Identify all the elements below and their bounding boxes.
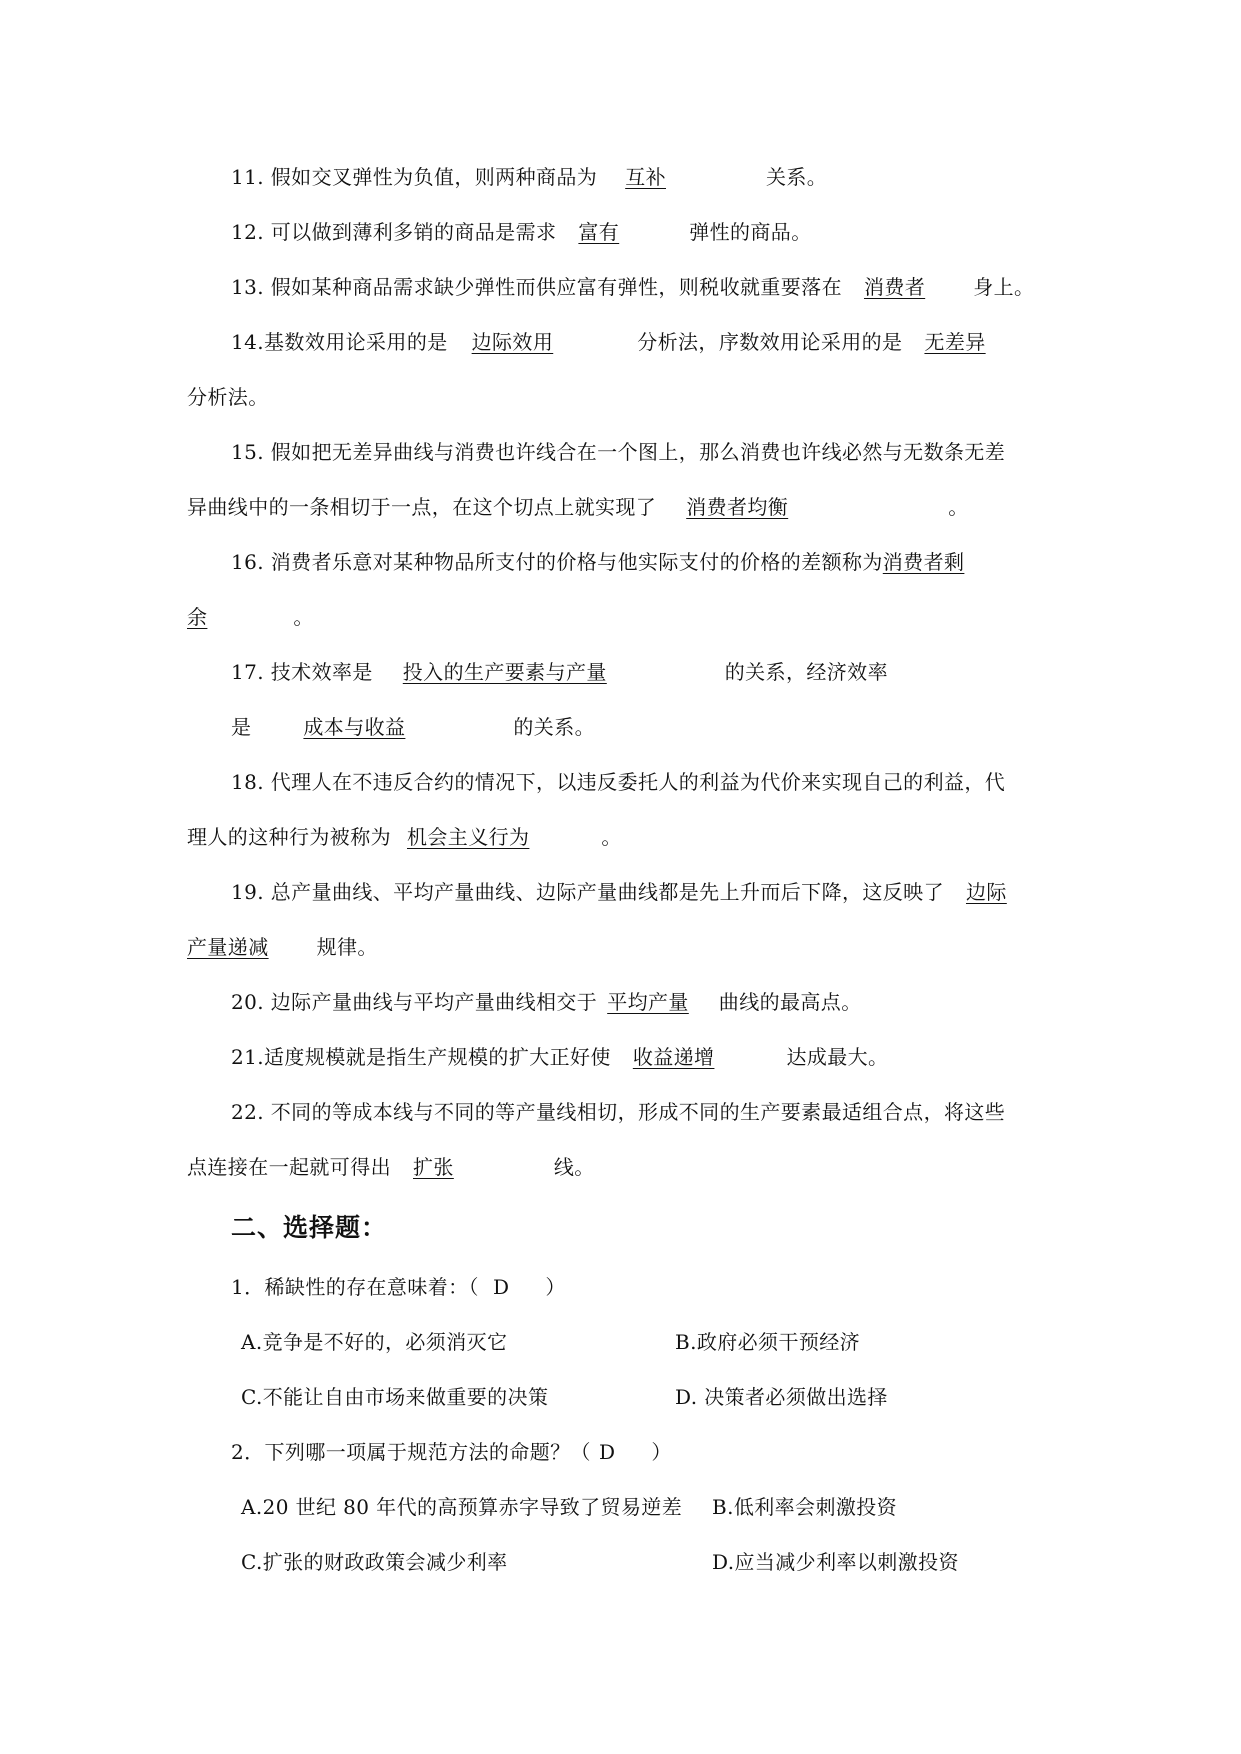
question-text: 技术效率是 [270, 660, 373, 684]
question-17 [231, 658, 888, 686]
answer-blank: 消费者均衡 [686, 495, 789, 519]
question-14-cont [187, 383, 269, 411]
question-text: 下列哪一项属于规范方法的命题？（ [264, 1440, 591, 1464]
question-text: 边际产量曲线与平均产量曲线相交于 [270, 990, 598, 1014]
question-20 [231, 988, 862, 1016]
question-text: 消费者乐意对某种物品所支付的价格与他实际支付的价格的差额称为 [270, 550, 883, 574]
option-d: D.应当减少利率以刺激投资 [712, 1550, 959, 1574]
answer-blank: 边际 [965, 880, 1007, 904]
question-19-cont [187, 933, 378, 961]
question-16-cont [187, 603, 314, 631]
question-text-middle: 分析法，序数效用论采用的是 [637, 330, 903, 354]
question-text-end: 线。 [553, 1155, 595, 1179]
answer-letter: D [492, 1275, 510, 1299]
answer-blank: 机会主义行为 [407, 825, 530, 849]
question-text-end: 达成最大。 [786, 1045, 889, 1069]
question-number: 14. [231, 330, 265, 354]
answer-blank: 收益递增 [632, 1045, 715, 1069]
question-18-cont [187, 823, 622, 851]
choice-question-1 [231, 1273, 566, 1301]
question-16 [231, 548, 964, 576]
question-19 [231, 878, 1007, 906]
question-text: 稀缺性的存在意味着：（ [264, 1275, 479, 1299]
question-text: 点连接在一起就可得出 [187, 1155, 391, 1179]
question-13 [231, 273, 1034, 301]
section-heading: 二、选择题： [231, 1213, 388, 1242]
question-text-end: 规律。 [316, 935, 378, 959]
answer-blank: 富有 [578, 220, 620, 244]
answer-blank-1: 投入的生产要素与产量 [402, 660, 607, 684]
question-text: 是 [231, 715, 252, 739]
question-text: 总产量曲线、平均产量曲线、边际产量曲线都是先上升而后下降，这反映了 [270, 880, 944, 904]
question-text-end: 。 [293, 605, 314, 629]
answer-blank: 消费者剩 [882, 550, 965, 574]
option-a: A.竞争是不好的，必须消灭它 [241, 1330, 508, 1354]
question-14 [231, 328, 986, 356]
question-text-end: 身上。 [973, 275, 1035, 299]
question-18 [231, 768, 1005, 796]
choice-question-2 [231, 1438, 672, 1466]
question-text: 假如某种商品需求缺少弹性而供应富有弹性，则税收就重要落在 [270, 275, 842, 299]
question-text: 异曲线中的一条相切于一点，在这个切点上就实现了 [187, 495, 657, 519]
question-number: 2． [231, 1440, 265, 1464]
question-text-end: 的关系。 [513, 715, 596, 739]
question-number: 12. [231, 220, 265, 244]
question-text-end: 分析法。 [187, 385, 269, 409]
answer-blank-2: 成本与收益 [303, 715, 406, 739]
question-text: 基数效用论采用的是 [264, 330, 448, 354]
question-text-end: ） [651, 1440, 672, 1464]
question-15-cont [187, 493, 969, 521]
question-text: 假如把无差异曲线与消费也许线合在一个图上，那么消费也许线必然与无数条无差 [270, 440, 1006, 464]
option-c: C.扩张的财政政策会减少利率 [241, 1550, 508, 1574]
answer-letter: D [598, 1440, 616, 1464]
question-22-cont [187, 1153, 595, 1181]
question-number: 15. [231, 440, 265, 464]
question-text: 理人的这种行为被称为 [187, 825, 391, 849]
answer-blank: 扩张 [413, 1155, 454, 1179]
question-22 [231, 1098, 1005, 1126]
question-number: 22. [231, 1100, 265, 1124]
option-b: B.低利率会刺激投资 [712, 1495, 898, 1519]
question-11 [231, 163, 827, 191]
question-text: 不同的等成本线与不同的等产量线相切，形成不同的生产要素最适组合点，将这些 [270, 1100, 1006, 1124]
option-c: C.不能让自由市场来做重要的决策 [241, 1385, 549, 1409]
question-text-end: 弹性的商品。 [689, 220, 812, 244]
question-number: 17. [231, 660, 265, 684]
question-number: 13. [231, 275, 265, 299]
answer-blank-1: 边际效用 [471, 330, 554, 354]
question-15 [231, 438, 1005, 466]
question-text: 可以做到薄利多销的商品是需求 [270, 220, 557, 244]
question-number: 21. [231, 1045, 265, 1069]
question-number: 11. [231, 165, 265, 189]
question-number: 20. [231, 990, 265, 1014]
question-number: 18. [231, 770, 265, 794]
question-text-middle: 的关系，经济效率 [724, 660, 888, 684]
question-21 [231, 1043, 888, 1071]
question-number: 19. [231, 880, 265, 904]
answer-blank-2: 无差异 [924, 330, 986, 354]
option-d: D. 决策者必须做出选择 [675, 1385, 888, 1409]
question-text: 适度规模就是指生产规模的扩大正好使 [264, 1045, 611, 1069]
answer-blank: 平均产量 [607, 990, 689, 1014]
question-text-end: 曲线的最高点。 [718, 990, 862, 1014]
answer-blank-cont: 余 [187, 605, 208, 629]
question-text-end: 关系。 [766, 165, 828, 189]
question-text-end: 。 [948, 495, 969, 519]
option-b: B.政府必须干预经济 [675, 1330, 861, 1354]
option-a: A.20 世纪 80 年代的高预算赤字导致了贸易逆差 [241, 1495, 683, 1519]
question-text-end: ） [545, 1275, 566, 1299]
question-text: 代理人在不违反合约的情况下，以违反委托人的利益为代价来实现自己的利益，代 [270, 770, 1006, 794]
question-17-cont [231, 713, 595, 741]
answer-blank: 消费者 [863, 275, 926, 299]
answer-blank: 互补 [625, 165, 666, 189]
question-12 [231, 218, 812, 246]
question-number: 16. [231, 550, 265, 574]
answer-blank-cont: 产量递减 [187, 935, 269, 959]
question-text: 假如交叉弹性为负值，则两种商品为 [270, 165, 598, 189]
question-text-end: 。 [601, 825, 622, 849]
question-number: 1． [231, 1275, 265, 1299]
